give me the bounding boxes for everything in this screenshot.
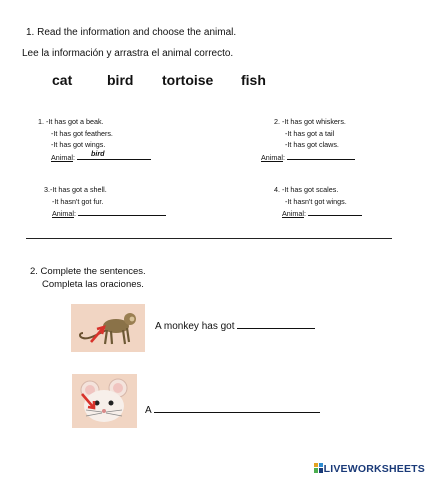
- logo-icon: [314, 463, 323, 473]
- clue-line: -It has got a tail: [285, 128, 335, 138]
- answer-field[interactable]: [308, 207, 362, 216]
- clue-line: -It has got whiskers.: [282, 117, 346, 126]
- animal-label: Animal: [282, 209, 304, 218]
- section2-instruction-en: 2. Complete the sentences.: [30, 266, 146, 277]
- clue-2: 2. -It has got whiskers. -It has got a tail -It has got claws. Animal:: [274, 116, 355, 163]
- section2-instruction-es: Completa las oraciones.: [42, 279, 144, 290]
- clue-line: -It has got feathers.: [51, 128, 113, 138]
- section1-instruction-es: Lee la información y arrastra el animal correcto.: [22, 48, 234, 59]
- monkey-icon: [71, 304, 145, 352]
- clue-line: -It has got wings.: [51, 140, 106, 149]
- clue-3: 3.-It has got a shell. -It hasn't got fur. Animal:: [44, 184, 166, 220]
- animal-label: Animal: [52, 209, 74, 218]
- animal-label: Animal: [51, 152, 73, 162]
- word-bank-tortoise[interactable]: tortoise: [162, 72, 214, 88]
- clue-number: 1.: [38, 117, 44, 126]
- clue-1: 1. -It has got a beak. -It has got feathers. -It has got wings. Animal: bird: [38, 116, 151, 163]
- clue-number: 2.: [274, 117, 280, 126]
- answer-field[interactable]: [78, 207, 166, 216]
- word-bank-bird[interactable]: bird: [107, 72, 134, 88]
- mouse-icon: [72, 374, 137, 428]
- sentence-1: [155, 318, 315, 332]
- section-divider: [26, 238, 392, 239]
- answer-field[interactable]: [77, 148, 151, 160]
- clue-number: 4.: [274, 185, 280, 194]
- answer-field[interactable]: [287, 151, 355, 160]
- sentence-answer-field[interactable]: [154, 402, 320, 413]
- logo-text: LIVEWORKSHEETS: [323, 463, 425, 475]
- section1-instruction-en: 1. Read the information and choose the animal.: [26, 27, 237, 38]
- monkey-tail-picture: [71, 304, 145, 352]
- clue-line: -It has got a beak.: [46, 117, 104, 126]
- word-bank-cat[interactable]: cat: [52, 72, 73, 88]
- clue-number: 3.: [44, 185, 50, 194]
- clue-line: -It has got scales.: [282, 185, 339, 194]
- clue-line: -It hasn't got wings.: [285, 196, 347, 206]
- sentence-2: [145, 402, 320, 416]
- sentence-prefix: A monkey has got: [155, 321, 235, 332]
- answer-text: bird: [90, 148, 105, 158]
- sentence-answer-field[interactable]: [237, 318, 315, 329]
- word-bank-fish[interactable]: fish: [241, 72, 266, 88]
- mouse-whiskers-picture: [72, 374, 137, 428]
- liveworksheets-logo: [314, 463, 425, 475]
- clue-line: -It has got claws.: [285, 140, 339, 149]
- clue-line: -It has got a shell.: [50, 185, 107, 194]
- clue-line: -It hasn't got fur.: [52, 196, 104, 206]
- animal-label: Animal: [261, 152, 283, 162]
- clue-4: 4. -It has got scales. -It hasn't got wings. Animal:: [274, 184, 362, 220]
- sentence-prefix: A: [145, 405, 152, 416]
